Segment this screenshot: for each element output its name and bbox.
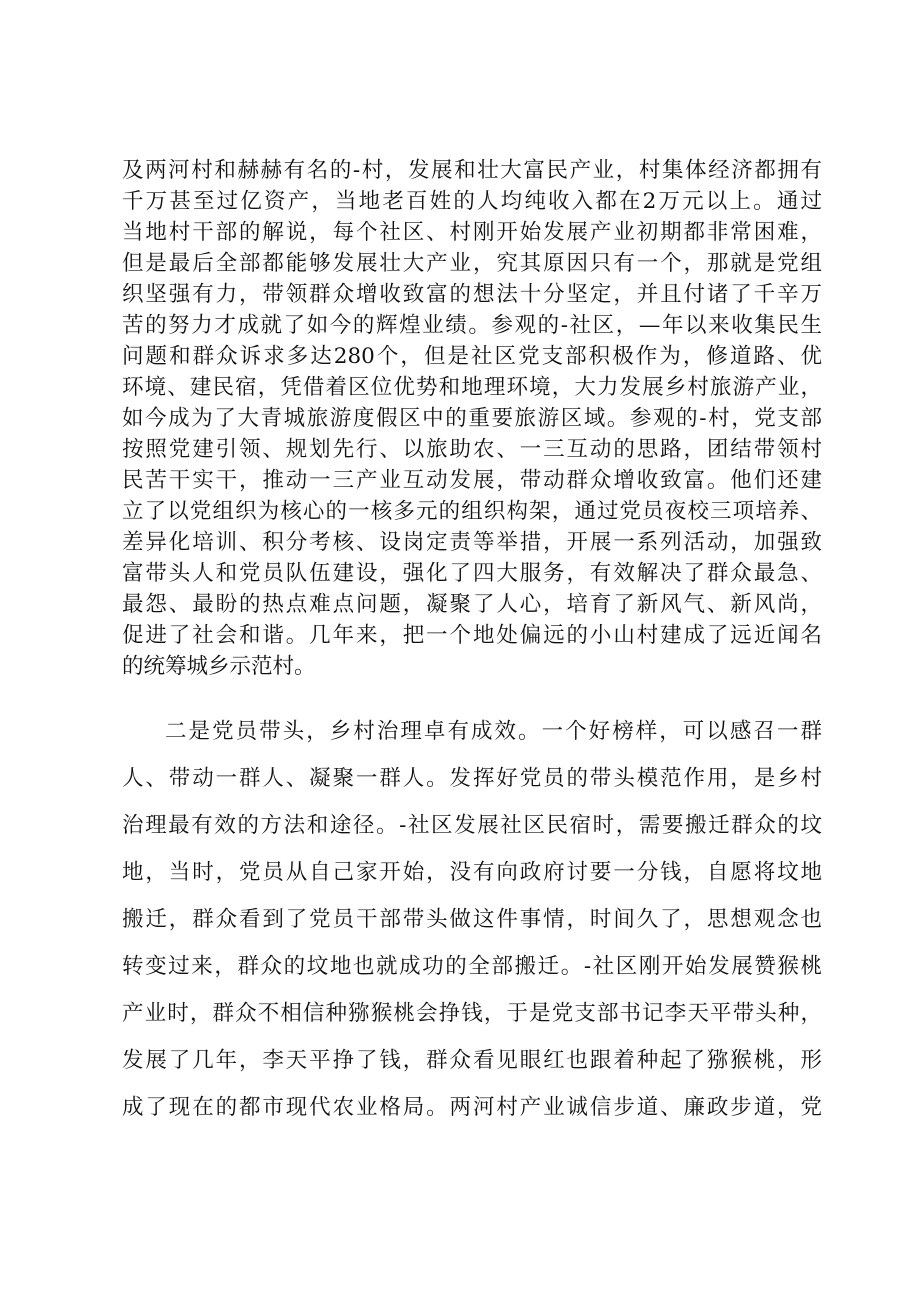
text-line: 人、带动一群人、凝聚一群人。发挥好党员的带头模范作用，是乡村 bbox=[122, 766, 822, 791]
text-line: 苦的努力才成就了如今的辉煌业绩。参观的-社区，—年以来收集民生 bbox=[122, 313, 822, 338]
text-line: 搬迁，群众看到了党员干部带头做这件事情，时间久了，思想观念也 bbox=[122, 907, 822, 932]
text-line: 治理最有效的方法和途径。-社区发展社区民宿时，需要搬迁群众的坟 bbox=[122, 813, 822, 838]
text-line: 产业时，群众不相信种猕猴桃会挣钱，于是党支部书记李天平带头种， bbox=[122, 1001, 822, 1026]
text-line: 立了以党组织为核心的一核多元的组织构架，通过党员夜校三项培养、 bbox=[122, 499, 822, 524]
text-line: 富带头人和党员队伍建设，强化了四大服务，有效解决了群众最急、 bbox=[122, 561, 822, 586]
text-line: 如今成为了大青城旅游度假区中的重要旅游区域。参观的-村，党支部 bbox=[122, 406, 822, 431]
text-line: 转变过来，群众的坟地也就成功的全部搬迁。-社区刚开始发展赞猴桃 bbox=[122, 954, 822, 979]
text-line: 差异化培训、积分考核、设岗定责等举措，开展一系列活动，加强致 bbox=[122, 530, 822, 555]
text-line: 促进了社会和谐。几年来，把一个地处偏远的小山村建成了远近闻名 bbox=[122, 623, 822, 648]
text-line: 最怨、最盼的热点难点问题，凝聚了人心，培育了新风气、新风尚， bbox=[122, 592, 822, 617]
text-line: 的统筹城乡示范村。 bbox=[122, 654, 316, 679]
text-line: 按照党建引领、规划先行、以旅助农、一三互动的思路，团结带领村 bbox=[122, 437, 822, 462]
text-line: 二是党员带头，乡村治理卓有成效。一个好榜样，可以感召一群 bbox=[165, 719, 822, 744]
text-line: 但是最后全部都能够发展壮大产业，究其原因只有一个，那就是党组 bbox=[122, 251, 822, 276]
text-line: 织坚强有力，带领群众增收致富的想法十分坚定，并且付诸了千辛万 bbox=[122, 282, 822, 307]
text-line: 问题和群众诉求多达280个，但是社区党支部积极作为，修道路、优 bbox=[122, 344, 822, 369]
text-line: 成了现在的都市现代农业格局。两河村产业诚信步道、廉政步道，党 bbox=[122, 1095, 822, 1120]
text-line: 当地村干部的解说，每个社区、村刚开始发展产业初期都非常困难， bbox=[122, 220, 822, 245]
text-line: 发展了几年，李天平挣了钱，群众看见眼红也跟着种起了猕猴桃，形 bbox=[122, 1048, 822, 1073]
text-line: 民苦干实干，推动一三产业互动发展，带动群众增收致富。他们还建 bbox=[122, 468, 822, 493]
text-line: 环境、建民宿，凭借着区位优势和地理环境，大力发展乡村旅游产业， bbox=[122, 375, 822, 400]
text-line: 千万甚至过亿资产，当地老百姓的人均纯收入都在2万元以上。通过 bbox=[122, 189, 822, 214]
text-line: 及两河村和赫赫有名的-村，发展和壮大富民产业，村集体经济都拥有 bbox=[122, 158, 822, 183]
text-line: 地，当时，党员从自己家开始，没有向政府讨要一分钱，自愿将坟地 bbox=[122, 860, 822, 885]
